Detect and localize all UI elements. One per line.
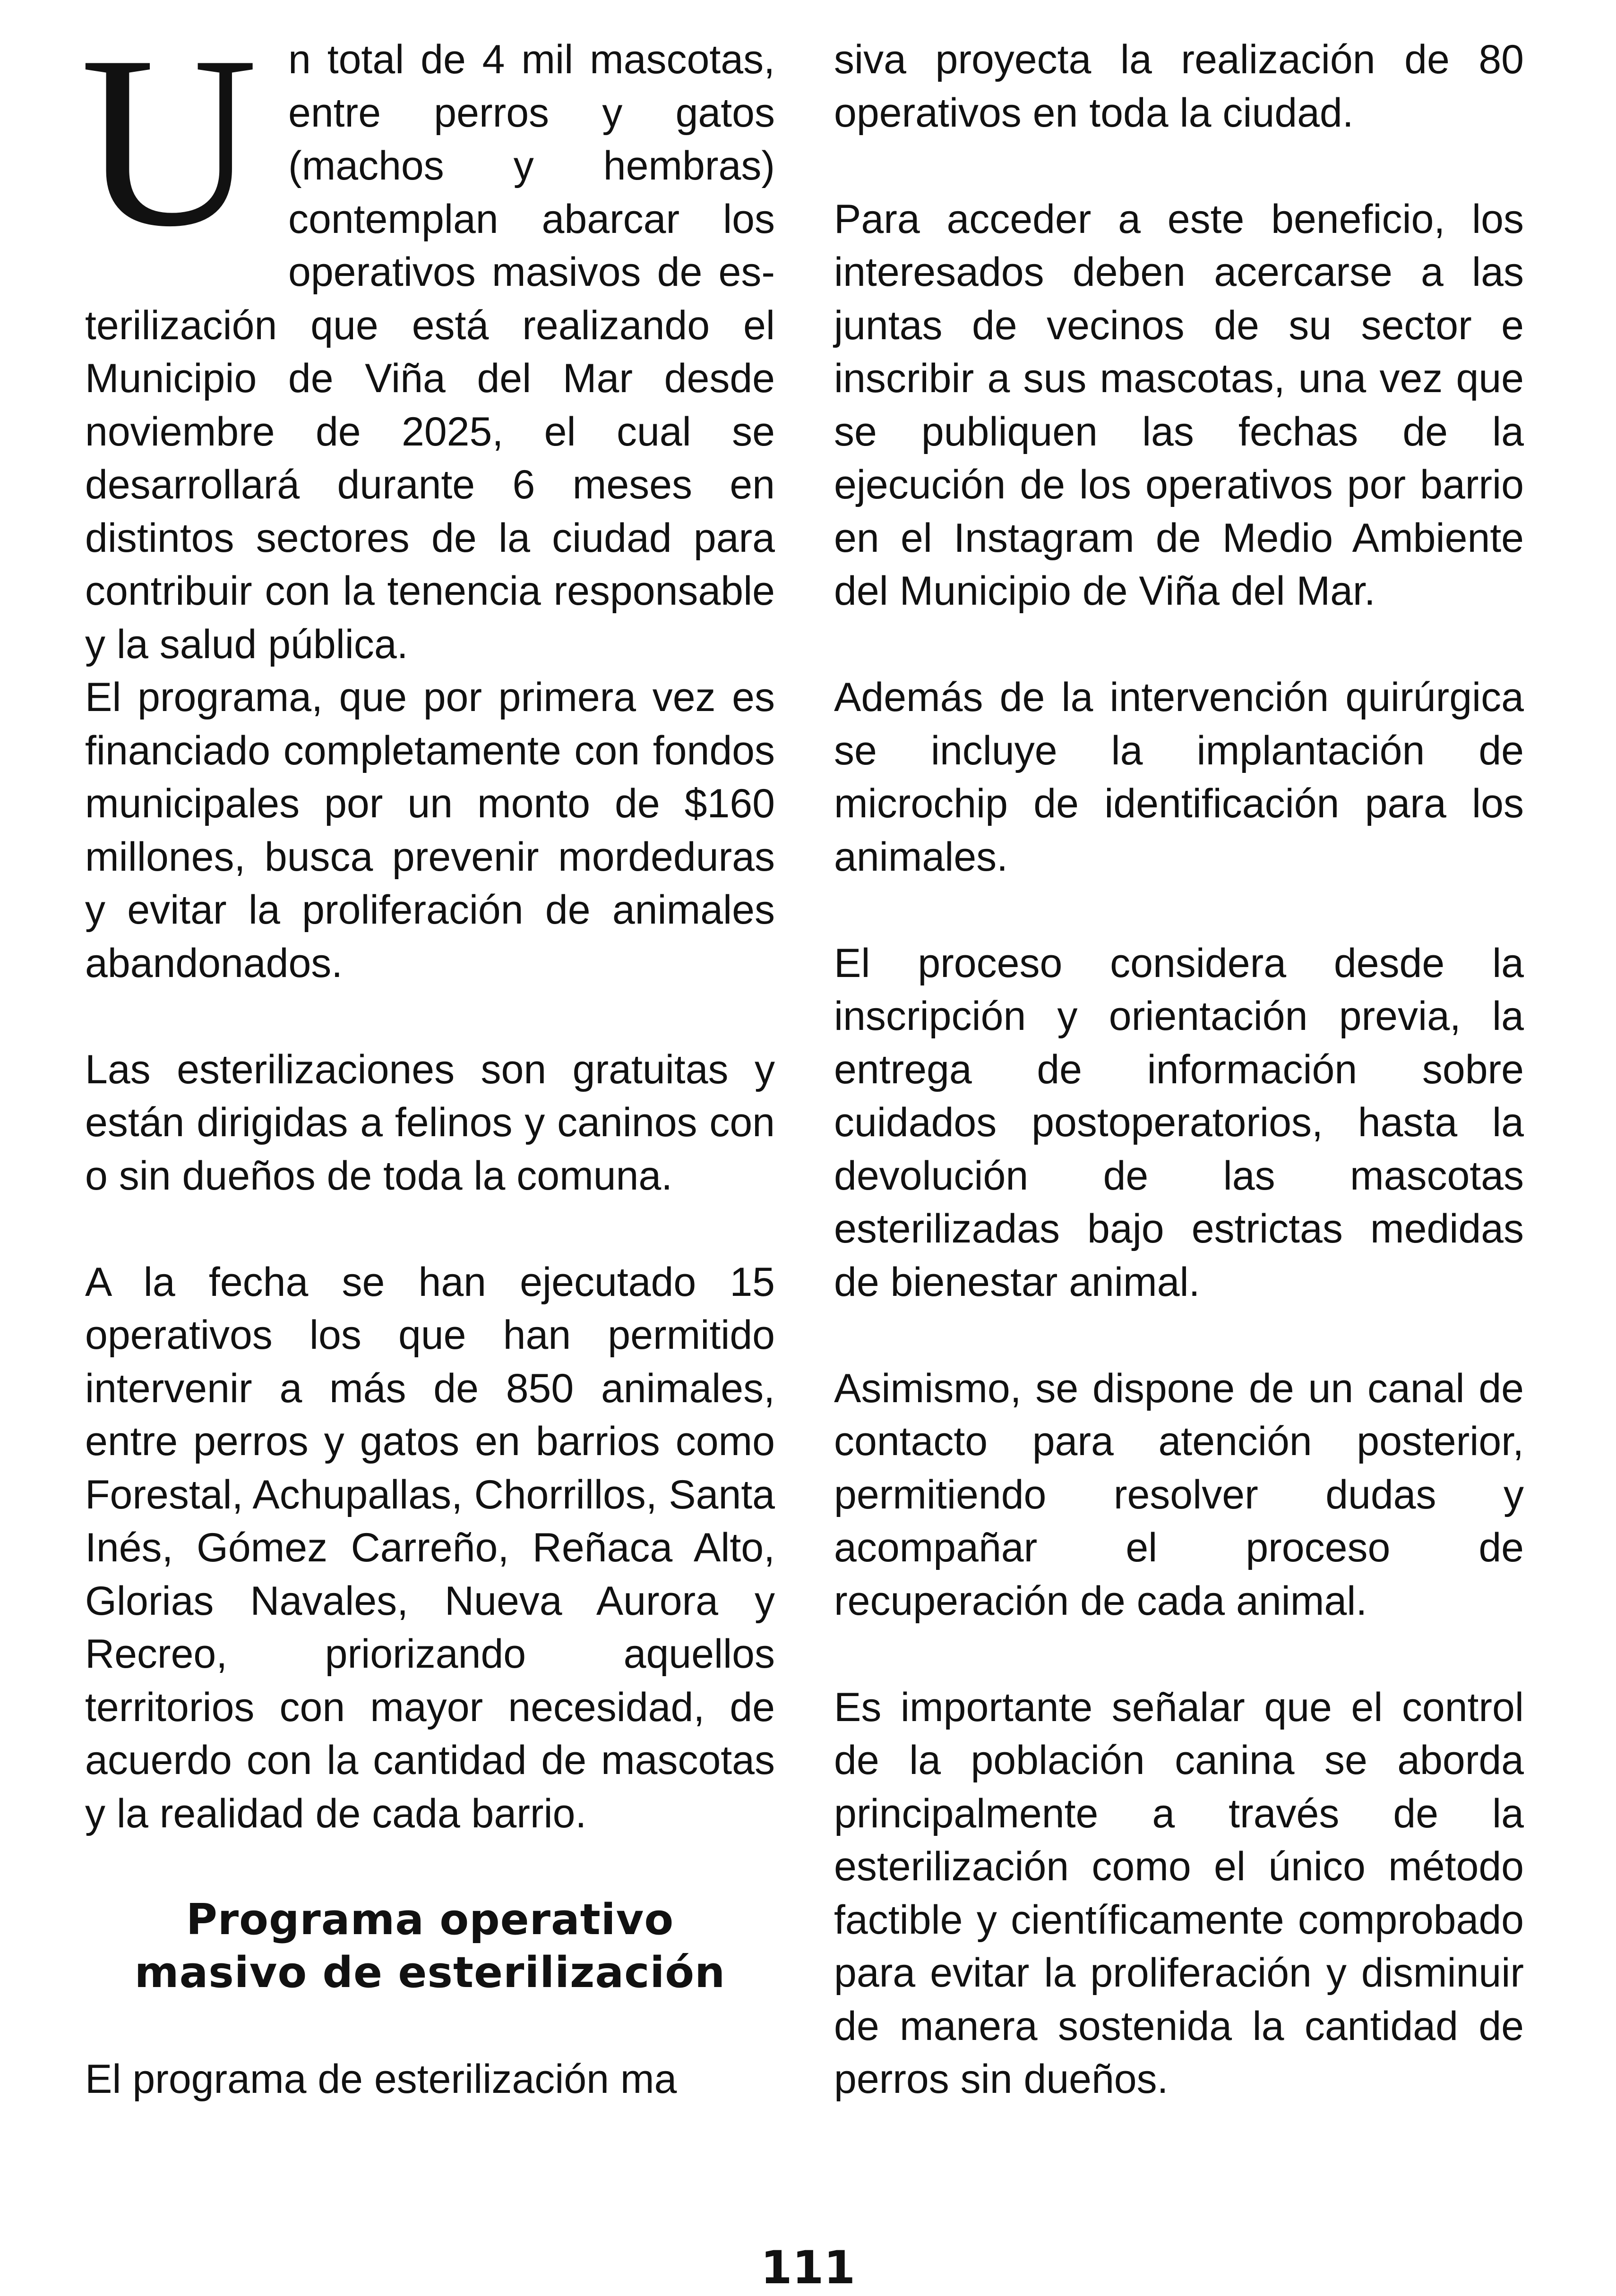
subheading-line-1: Programa operativo [186, 1894, 674, 1945]
intro-text: n total de 4 mil mascotas, entre perros y gatos (machos y hembras) contemplan abarcar los operativos masivos de esterilización que está realizando el Municipio de Viña del Mar desde noviembre de 2025, el cual se desarrollará durante 6 meses en distintos sectores de la ciudad para contribuir con la tenencia responsable y la salud pública. [85, 37, 775, 667]
article-paragraph-conclusion: Es importante señalar que el control de la población canina se aborda principalmente a través de la esterilización como el único método factible y científicamente comprobado para evitar la proliferación y disminuir de manera sostenida la cantidad de perros sin dueños. [834, 1684, 1524, 2102]
article-paragraph-microchip: Además de la intervención quirúrgica se incluye la implantación de microchip de identificación para los animales. [834, 675, 1524, 880]
article-paragraph-process: El proceso considera desde la inscripción y orientación previa, la entrega de información sobre cuidados postoperatorios, hasta la devolución de las mascotas esterilizadas bajo estrictas medidas de bienestar animal. [834, 940, 1524, 1305]
article-column-right [834, 33, 1524, 2106]
article-paragraph-funding: El programa, que por primera vez es financiado completamente con fondos municipales por un monto de $160 millones, busca prevenir mordeduras y evitar la proliferación de animales abandonados. [85, 675, 775, 986]
article-paragraph-access: Para acceder a este beneficio, los interesados deben acercarse a las juntas de vecinos de su sector e inscribir a sus mascotas, una vez que se publiquen las fechas de la ejecución de los operativos por barrio en el Instagram de Medio Ambiente del Municipio de Viña del Mar. [834, 196, 1524, 614]
article-paragraph-contact: Asimismo, se dispone de un canal de contacto para atención posterior, permitiendo resolver dudas y acompañar el proceso de recuperación de cada animal. [834, 1365, 1524, 1624]
article-paragraph-intro [80, 6, 775, 671]
article-paragraph-program-start: El programa de esterilización ma [85, 2056, 677, 2102]
section-subheading [85, 1893, 775, 2000]
article-paragraph-free-service: Las esterilizaciones son gratuitas y están dirigidas a felinos y caninos con o sin dueños de toda la comuna. [85, 1046, 775, 1199]
article-paragraph-program-continued: siva proyecta la realización de 80 operativos en toda la ciudad. [834, 37, 1524, 136]
article-paragraph-progress: A la fecha se han ejecutado 15 operativos los que han permitido intervenir a más de 850 animales, entre perros y gatos en barrios como Forestal, Achupallas, Chorrillos, Santa Inés, Gómez Carreño, Reñaca Alto, Glorias Navales, Nueva Aurora y Recreo, priorizando aquellos territorios con mayor necesidad, de acuerdo con la cantidad de mascotas y la realidad de cada barrio. [85, 1259, 775, 1836]
page-number: 111 [760, 2241, 856, 2294]
subheading-line-2: masivo de esterilización [134, 1948, 726, 1997]
article-column-left [80, 6, 775, 2106]
drop-cap: U [80, 6, 258, 277]
